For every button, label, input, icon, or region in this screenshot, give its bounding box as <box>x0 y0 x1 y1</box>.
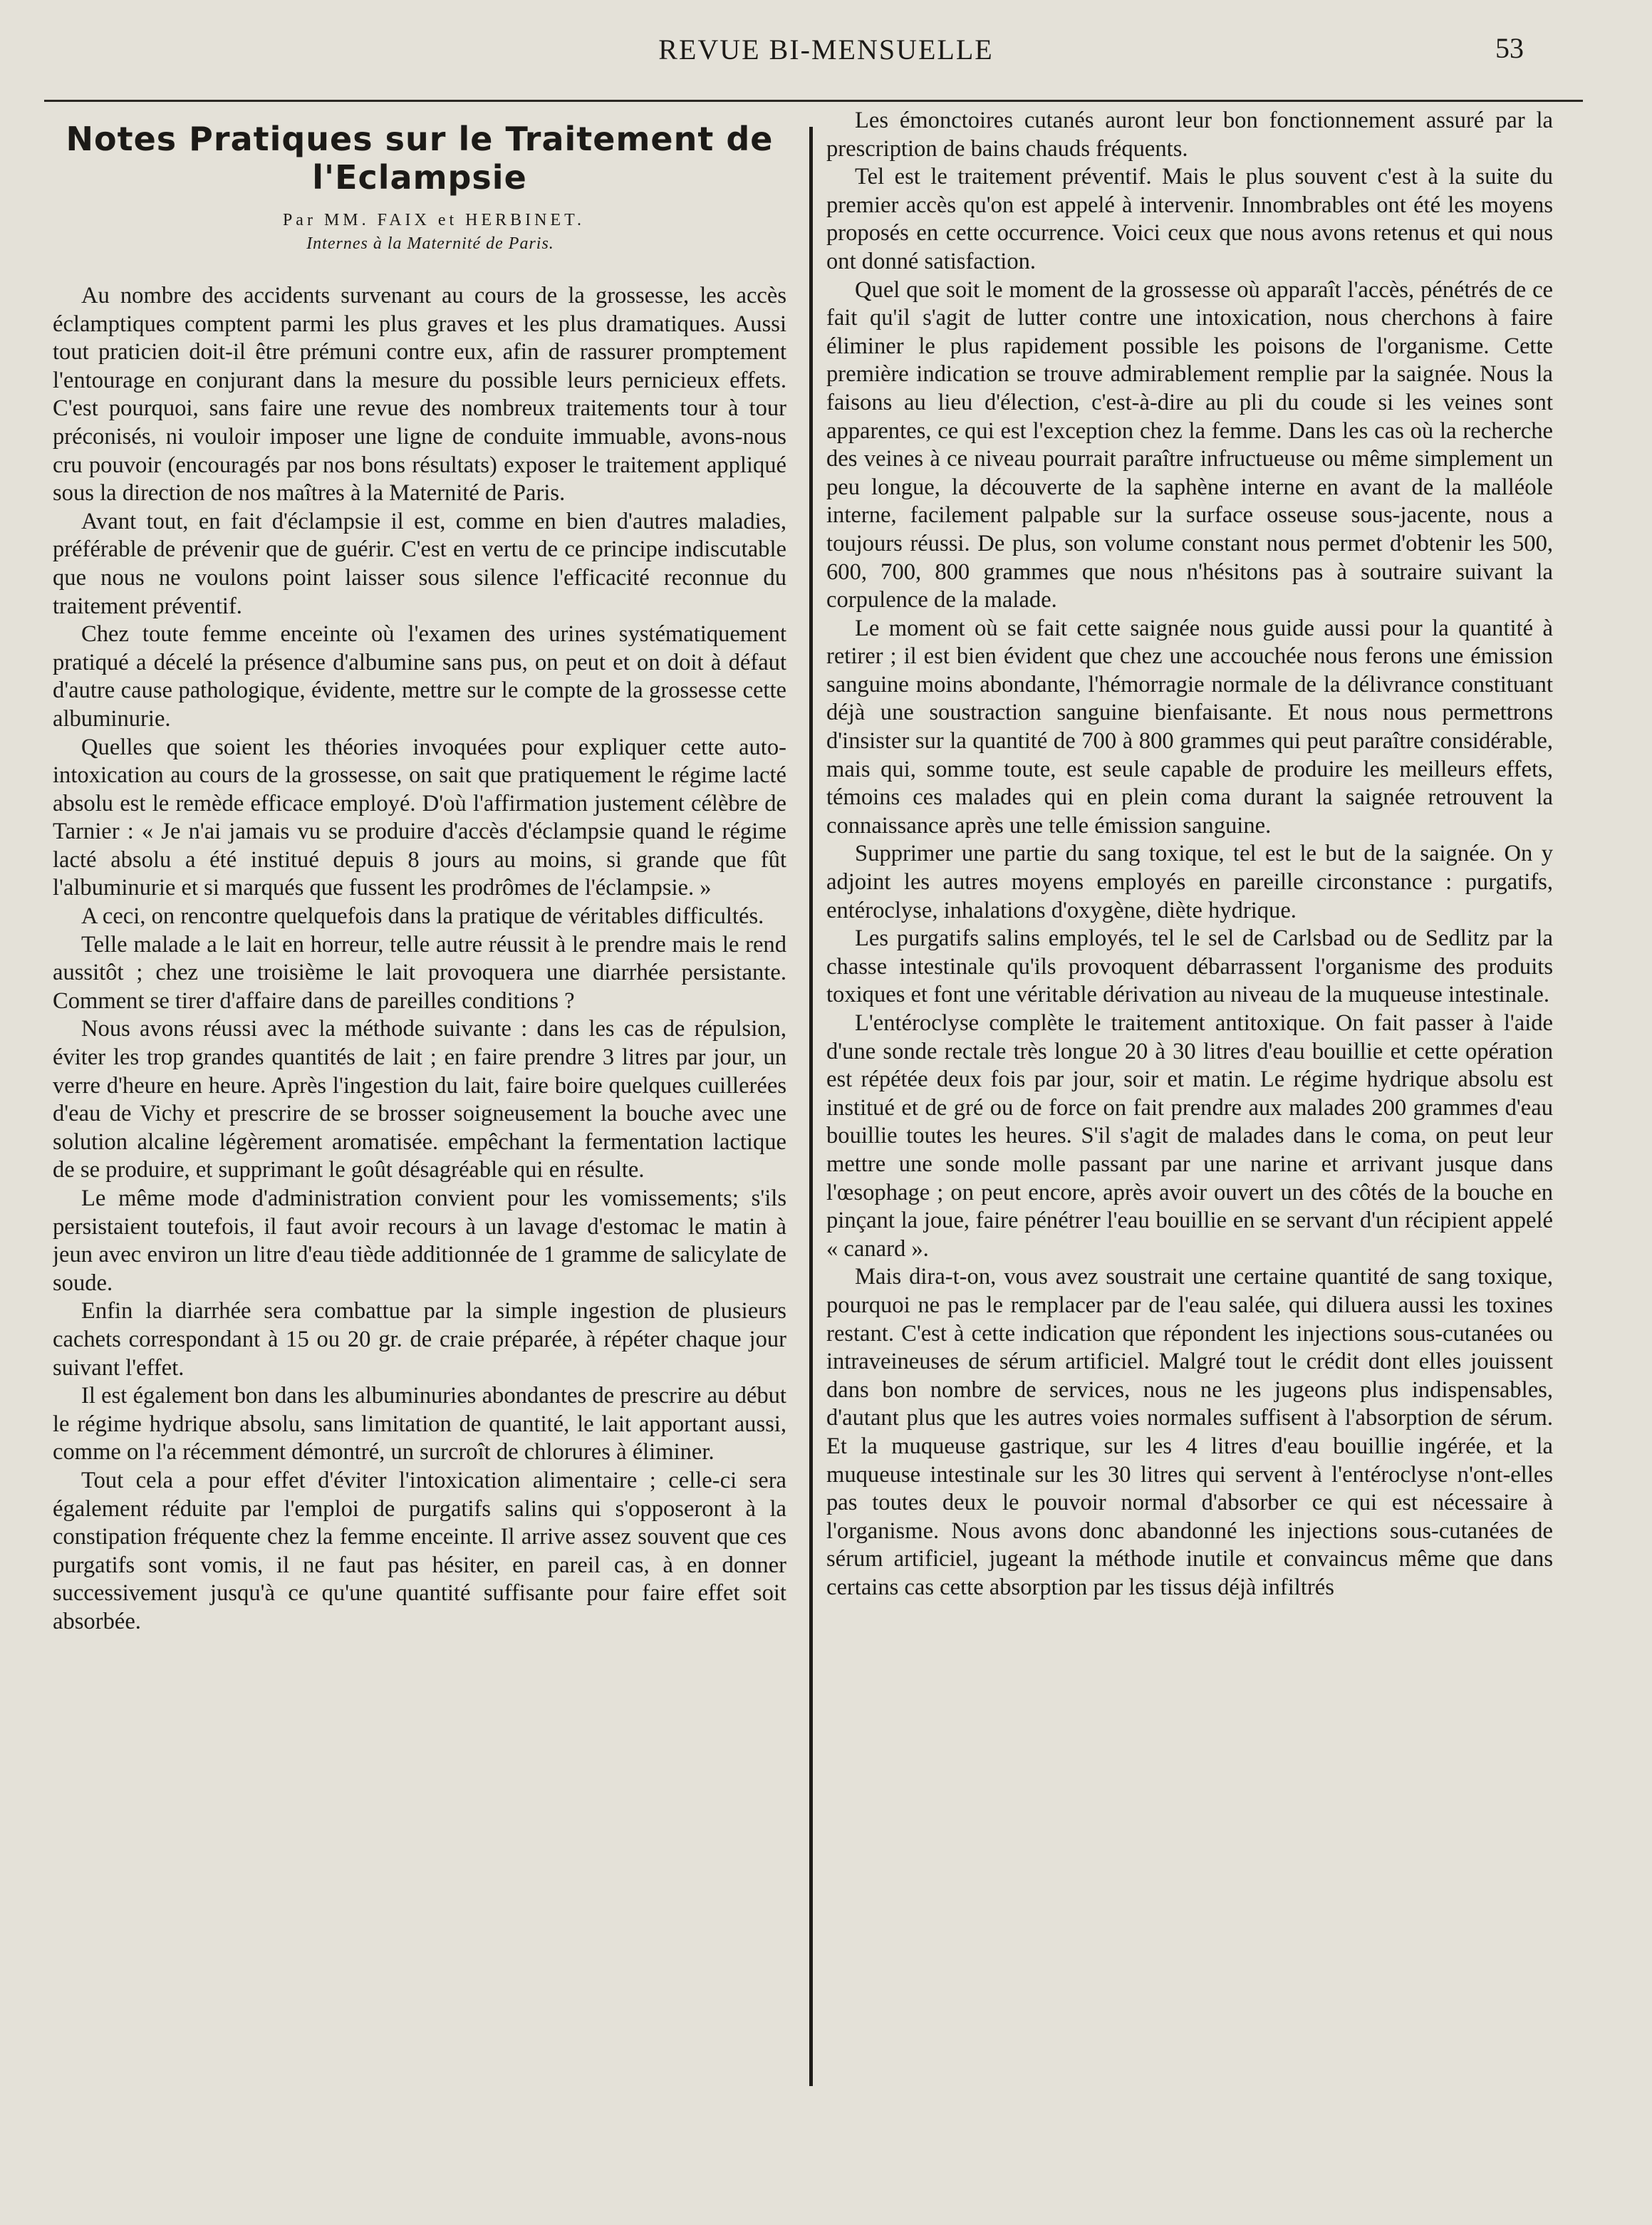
paragraph: Les émonctoires cutanés auront leur bon fonctionnement assuré par la prescription de bains chauds fréquents. <box>826 108 1553 162</box>
paragraph: Telle malade a le lait en horreur, telle autre réussit à le prendre mais le rend aussitôt ; chez une troisième le lait provoquera une diarrhée persistante. Comment se tirer d'affaire dans de pareilles conditions ? <box>53 931 786 1014</box>
paragraph: Le moment où se fait cette saignée nous guide aussi pour la quantité à retirer ; il est bien évident que chez une accouchée nous ferons une émission sanguine moins abondante, l'hémorragie normale de la délivrance constituant déjà une soustraction sanguine bienfaisante. Et nous nous permettrons d'insister sur la quantité de 700 à 800 grammes qui peut paraître considérable, mais qui, somme toute, est seule capable de produire les meilleurs effets, témoins ces malades qui en plein coma durant la saignée retrouvent la connaissance après une telle émission sanguine. <box>826 615 1553 839</box>
page-number: 53 <box>1495 32 1524 64</box>
paragraph: Tel est le traitement préventif. Mais le plus souvent c'est à la suite du premier accès qu'on est appelé à intervenir. Innombrables ont été les moyens proposés en cette occurrence. Voici ceux que nous avons retenus et qui nous ont donné satisfaction. <box>826 164 1553 274</box>
paragraph: Quelles que soient les théories invoquées pour expliquer cette auto-intoxication au cours de la grossesse, on sait que pratiquement le régime lacté absolu est le remède efficace employé. D'où l'affirmation justement célèbre de Tarnier : « Je n'ai jamais vu se produire d'accès d'éclampsie quand le régime lacté absolu a été institué depuis 8 jours au moins, si grande que fût l'albuminurie et si marqués que fussent les prodrômes de l'éclampsie. » <box>53 734 786 901</box>
paragraph: Mais dira-t-on, vous avez soustrait une certaine quantité de sang toxique, pourquoi ne pas le remplacer par de l'eau salée, qui diluera aussi les toxines restant. C'est à cette indication que répondent les injections sous-cutanées ou intraveineuses de sérum artificiel. Malgré tout le crédit dont elles jouissent dans bon nombre de services, nous ne les jugeons plus indispensables, d'autant plus que les autres voies normales suffisent à l'absorption de sérum. Et la muqueuse gastrique, sur les 4 litres d'eau bouillie ingérée, et la muqueuse intestinale sur les 30 litres qui servent à l'entéroclyse n'ont-elles pas toutes deux le pouvoir normal d'absorber ce qui est nécessaire à l'organisme. Nous avons donc abandonné les injections sous-cutanées de sérum artificiel, jugeant la méthode inutile et convaincus même que dans certains cas cette absorption par les tissus déjà infiltrés <box>826 1264 1553 1600</box>
paragraph: Avant tout, en fait d'éclampsie il est, comme en bien d'autres maladies, préférable de prévenir que de guérir. C'est en vertu de ce principe indiscutable que nous ne voulons point laisser sous silence l'efficacité reconnue du traitement préventif. <box>53 508 786 619</box>
article-byline: Par MM. FAIX et HERBINET. <box>282 211 586 229</box>
paragraph: Quel que soit le moment de la grossesse où apparaît l'accès, pénétrés de ce fait qu'il s'agit de lutter contre une intoxication, nous cherchons à faire éliminer le plus rapidement possible les poisons de l'organisme. Cette première indication se trouve admirablement remplie par la saignée. Nous la faisons au lieu d'élection, c'est-à-dire au pli du coude si les veines sont apparentes, ce qui est l'exception chez la femme. Dans les cas où la recherche des veines à ce niveau pourrait paraître infructueuse ou même simplement un peu longue, la découverte de la saphène interne en avant de la malléole interne, facilement palpable sur la surface osseuse sous-jacente, nous a toujours réussi. De plus, son volume constant nous permet d'obtenir les 500, 600, 700, 800 grammes que nous n'hésitons pas à soutraire suivant la corpulence de la malade. <box>826 276 1553 613</box>
paragraph: Le même mode d'administration convient pour les vomissements; s'ils persistaient toutefois, il faut avoir recours à un lavage d'estomac le matin à jeun avec environ un litre d'eau tiède additionnée de 1 gramme de salicylate de soude. <box>53 1186 786 1296</box>
journal-title: REVUE BI-MENSUELLE <box>658 33 994 66</box>
paragraph: Tout cela a pour effet d'éviter l'intoxication alimentaire ; celle-ci sera également réduite par l'emploi de purgatifs salins qui s'opposeront à la constipation fréquente chez la femme enceinte. Il arrive assez souvent que ces purgatifs sont vomis, il ne faut pas hésiter, en pareil cas, à en donner successivement jusqu'à ce qu'une quantité suffisante pour faire effet soit absorbée. <box>53 1467 786 1634</box>
header-rule <box>44 100 1583 102</box>
paragraph: Supprimer une partie du sang toxique, tel est le but de la saignée. On y adjoint les autres moyens employés en pareille circonstance : purgatifs, entéroclyse, inhalations d'oxygène, diète hydrique. <box>826 841 1553 923</box>
right-column <box>826 107 1553 2194</box>
paragraph: Au nombre des accidents survenant au cours de la grossesse, les accès éclamptiques comptent parmi les plus graves et les plus dramatiques. Aussi tout praticien doit-il être prémuni contre eux, afin de rassurer promptement l'entourage en conjurant dans la mesure du possible leurs pernicieux effets. C'est pourquoi, sans faire une revue des nombreux traitements tour à tour préconisés, ni vouloir imposer une ligne de conduite immuable, avons-nous cru pouvoir (encouragés par nos bons résultats) exposer le traitement appliqué sous la direction de nos maîtres à la Maternité de Paris. <box>53 283 786 507</box>
paragraph: Chez toute femme enceinte où l'examen des urines systématiquement pratiqué a décelé la présence d'albumine sans pus, on peut et on doit à défaut d'autre cause pathologique, évidente, mettre sur le compte de la grossesse cette albuminurie. <box>53 621 786 732</box>
article-title: Notes Pratiques sur le Traitement de l'Eclampsie <box>66 120 774 197</box>
paragraph: Il est également bon dans les albuminuries abondantes de prescrire au début le régime hydrique absolu, sans limitation de quantité, le lait apportant aussi, comme on l'a récemment démontré, un surcroît de chlorures à éliminer. <box>53 1383 786 1466</box>
paragraph: Enfin la diarrhée sera combattue par la simple ingestion de plusieurs cachets correspondant à 15 ou 20 gr. de craie préparée, à répéter chaque jour suivant l'effet. <box>53 1298 786 1381</box>
paragraph: Les purgatifs salins employés, tel le sel de Carlsbad ou de Sedlitz par la chasse intestinale qu'ils provoquent débarrassent l'organisme des produits toxiques et font une véritable dérivation au niveau de la muqueuse intestinale. <box>826 925 1553 1008</box>
paragraph: L'entéroclyse complète le traitement antitoxique. On fait passer à l'aide d'une sonde rectale très longue 20 à 30 litres d'eau bouillie et cette opération est répétée deux fois par jour, soir et matin. Le régime hydrique absolu est institué et de gré ou de force on fait prendre aux malades 200 grammes d'eau bouillie toutes les heures. S'il s'agit de malades dans le coma, on peut leur mettre une sonde molle passant par une narine et arrivant jusque dans l'œsophage ; on peut encore, après avoir ouvert un des côtés de la bouche en pinçant la joue, faire pénétrer l'eau bouillie en se servant d'un récipient appelé « canard ». <box>826 1010 1553 1262</box>
paragraph: Nous avons réussi avec la méthode suivante : dans les cas de répulsion, éviter les trop grandes quantités de lait ; en faire prendre 3 litres par jour, un verre d'heure en heure. Après l'ingestion du lait, faire boire quelques cuillerées d'eau de Vichy et prescrire de se brosser soigneusement la bouche avec une solution alcaline légèrement aromatisée. empêchant la fermentation lactique de se produire, et supprimant le goût désagréable qui en résulte. <box>53 1016 786 1183</box>
running-header <box>0 27 1652 70</box>
column-divider <box>809 127 813 2086</box>
article-affiliation: Internes à la Maternité de Paris. <box>306 234 554 253</box>
paragraph: A ceci, on rencontre quelquefois dans la pratique de véritables difficultés. <box>81 903 764 930</box>
left-column <box>53 107 786 2159</box>
